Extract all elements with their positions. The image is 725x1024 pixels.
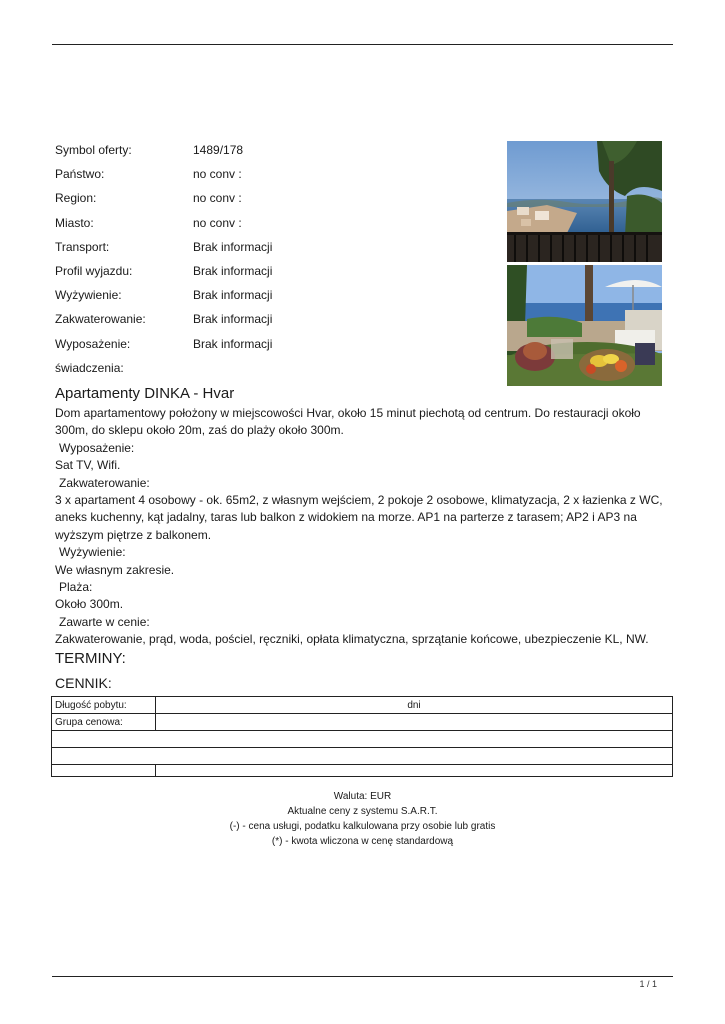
detail-label: Profil wyjazdu: xyxy=(55,263,133,278)
offer-description xyxy=(55,405,675,649)
table-row xyxy=(52,731,673,748)
detail-value: Brak informacji xyxy=(193,239,273,254)
footer-rule xyxy=(52,976,673,977)
equipment-text: Sat TV, Wifi. xyxy=(55,458,121,473)
detail-value: no conv : xyxy=(193,167,242,182)
detail-label: Transport: xyxy=(55,239,110,254)
offer-details xyxy=(55,140,455,382)
equipment-label: Wyposażenie: xyxy=(59,440,135,455)
header-rule xyxy=(52,44,673,45)
detail-value: no conv : xyxy=(193,215,242,230)
board-text: We własnym zakresie. xyxy=(55,562,175,577)
detail-row xyxy=(55,261,455,285)
detail-value: Brak informacji xyxy=(193,312,273,327)
detail-label: Miasto: xyxy=(55,215,94,230)
table-row xyxy=(52,714,673,731)
detail-label: Symbol oferty: xyxy=(55,143,132,157)
system-note: Aktualne ceny z systemu S.A.R.T. xyxy=(287,806,438,817)
table-cell xyxy=(156,765,673,777)
price-table xyxy=(51,696,673,777)
table-cell xyxy=(156,714,673,731)
table-cell xyxy=(52,765,156,777)
terms-heading: TERMINY: xyxy=(55,650,126,667)
included-price-note: (*) - kwota wliczona w cenę standardową xyxy=(271,836,454,847)
service-note: (-) - cena usługi, podatku kalkulowana przy osobie lub gratis xyxy=(229,821,496,832)
detail-label: Wyposażenie: xyxy=(55,336,131,351)
detail-value: 1489/178 xyxy=(193,143,244,157)
days-label: dni xyxy=(156,697,673,714)
price-group-label: Grupa cenowa: xyxy=(52,714,156,731)
beach-text: Około 300m. xyxy=(55,597,124,612)
currency-note: Waluta: EUR xyxy=(333,791,392,802)
included-label: Zawarte w cenie: xyxy=(59,614,150,629)
included-text: Zakwaterowanie, prąd, woda, pościel, ręczniki, opłata klimatyczna, sprzątanie końcowe, ubezpieczenie KL, NW. xyxy=(55,632,649,647)
detail-row xyxy=(55,213,455,237)
detail-row xyxy=(55,334,455,358)
page-number: 1 / 1 xyxy=(639,979,657,989)
detail-label: Wyżywienie: xyxy=(55,288,122,303)
table-row xyxy=(52,697,673,714)
detail-row xyxy=(55,164,455,188)
table-cell xyxy=(52,748,673,765)
detail-row xyxy=(55,140,455,164)
detail-label: świadczenia: xyxy=(55,360,124,375)
sea-view-balcony-photo xyxy=(507,141,662,262)
stay-length-label: Długość pobytu: xyxy=(52,697,156,714)
detail-label: Państwo: xyxy=(55,167,105,182)
table-row xyxy=(52,748,673,765)
price-notes xyxy=(52,789,673,849)
detail-row xyxy=(55,309,455,333)
description-intro: Dom apartamentowy położony w miejscowości Hvar, około 15 minut piechotą od centrum. Do restauracji około 300m, do sklepu około 20m, zaś do plaży około 300m. xyxy=(55,406,641,438)
detail-label: Zakwaterowanie: xyxy=(55,312,146,327)
price-heading: CENNIK: xyxy=(55,675,112,691)
detail-row xyxy=(55,285,455,309)
offer-title: Apartamenty DINKA - Hvar xyxy=(55,385,235,402)
detail-row xyxy=(55,188,455,212)
beach-label: Plaża: xyxy=(59,580,93,595)
board-label: Wyżywienie: xyxy=(59,545,126,560)
table-cell xyxy=(52,731,673,748)
detail-row xyxy=(55,358,455,382)
table-row xyxy=(52,765,673,777)
detail-value: Brak informacji xyxy=(193,336,273,351)
detail-value: Brak informacji xyxy=(193,288,273,303)
detail-value: no conv : xyxy=(193,191,242,206)
terrace-table-photo xyxy=(507,265,662,386)
detail-value: Brak informacji xyxy=(193,263,273,278)
accommodation-text: 3 x apartament 4 osobowy - ok. 65m2, z własnym wejściem, 2 pokoje 2 osobowe, klimatyzacja, 2 x łazienka z WC, aneks kuchenny, kąt jadalny, taras lub balkon z widokiem na morze. AP1 na parterze z tarasem; AP2 i AP3 na wyższym piętrze z balkonem. xyxy=(55,493,663,542)
accommodation-label: Zakwaterowanie: xyxy=(59,475,150,490)
detail-label: Region: xyxy=(55,191,97,206)
detail-row xyxy=(55,237,455,261)
